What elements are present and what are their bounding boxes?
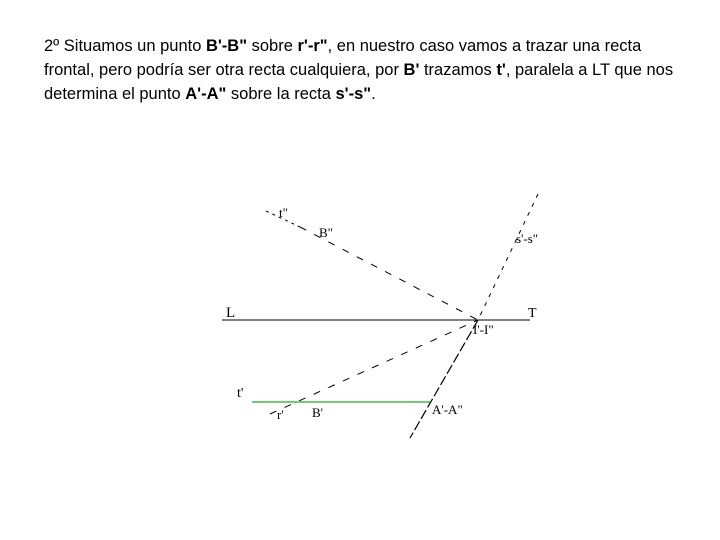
paragraph-text-run: trazamos [419, 61, 497, 79]
paragraph-text-run: 2º Situamos un punto [44, 37, 206, 55]
line-s-upper [478, 194, 538, 320]
label-r-prime: r' [277, 407, 284, 422]
paragraph-bold-run: s'-s" [335, 85, 372, 103]
paragraph-bold-run: B'-B" [205, 37, 248, 55]
paragraph-bold-run: t' [496, 61, 506, 79]
label-b-double-prime: B" [319, 225, 333, 240]
label-t-end: T [528, 306, 537, 321]
label-i-pair: I'-I" [473, 322, 494, 337]
paragraph-text-run: sobre la recta [226, 85, 336, 103]
line-r-prime [270, 320, 478, 414]
line-s-lower [410, 320, 478, 438]
label-t-prime: t' [237, 386, 244, 401]
label-l: L [226, 305, 236, 321]
label-b-prime: B' [312, 405, 324, 420]
label-s-pair: s'-s" [516, 231, 539, 246]
paragraph-bold-run: A'-A" [185, 85, 227, 103]
paragraph-text-run: , paralela a LT que nos determina el punto [44, 61, 674, 103]
label-a-pair: A'-A" [432, 402, 463, 417]
paragraph-text-run: , en nuestro caso vamos a trazar una recta frontal, pero podría ser otra recta cualquiera, por [44, 37, 642, 79]
label-t-double-prime: t" [279, 205, 288, 220]
paragraph-text-run: . [371, 85, 376, 103]
line-r-double-prime [300, 227, 478, 320]
paragraph-bold-run: B' [403, 61, 420, 79]
paragraph-bold-run: r'-r" [297, 37, 328, 55]
paragraph-text-run: sobre [247, 37, 298, 55]
